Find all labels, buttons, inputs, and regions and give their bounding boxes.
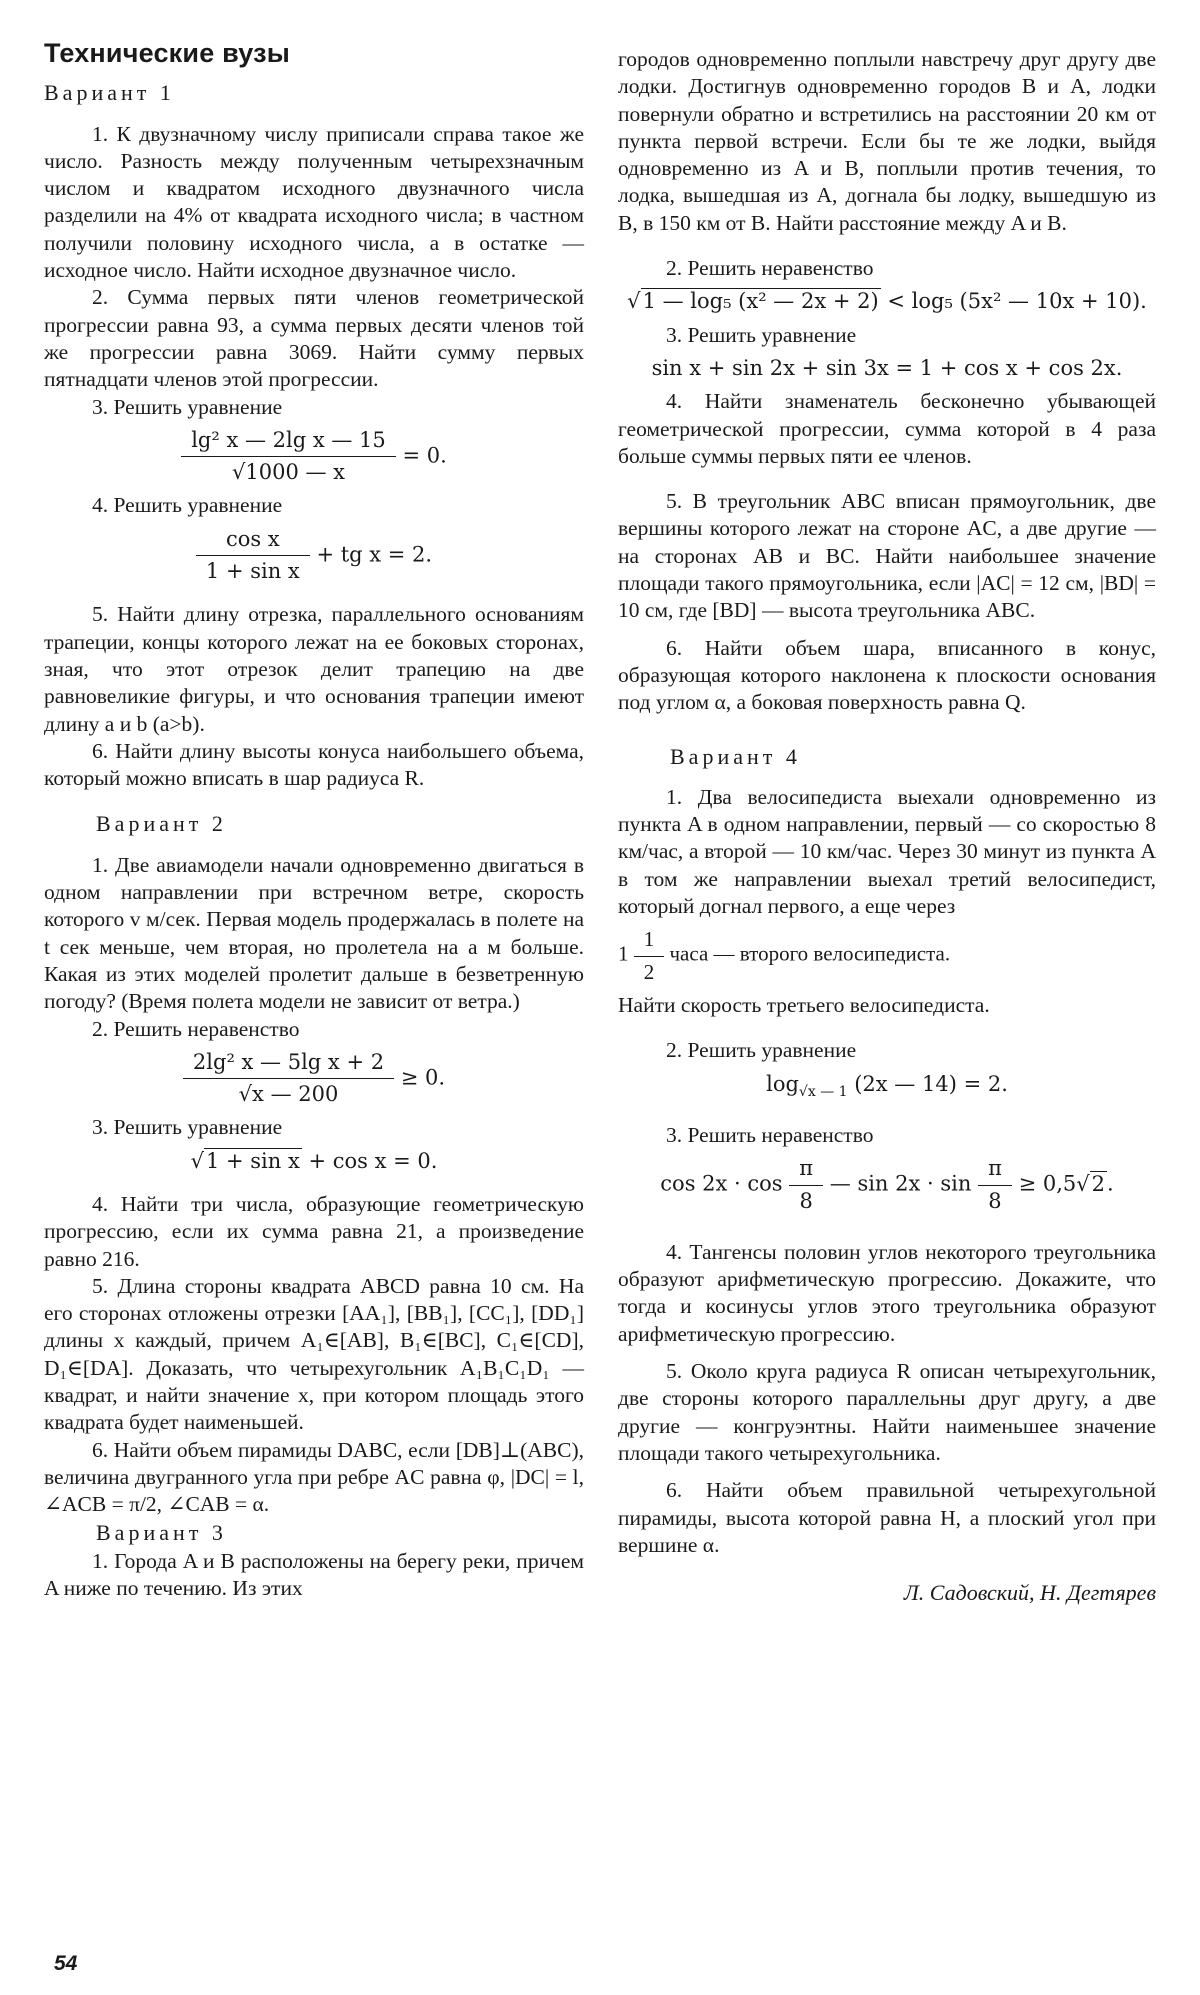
v1-f4-numerator: cos x <box>196 526 310 556</box>
v2-f2-denominator: √x — 200 <box>238 1082 339 1107</box>
v2-f2-numerator: 2lg² x — 5lg x + 2 <box>183 1049 394 1079</box>
v4-p1-fraction <box>634 926 665 986</box>
v1-f4-denominator: 1 + sin x <box>205 559 300 584</box>
variant-1-title: Вариант 1 <box>44 80 175 106</box>
v3-formula-2 <box>618 288 1156 315</box>
v1-problem-5: 5. Найти длину отрезка, параллельного основаниям трапеции, концы которого лежат на ее боковых сторонах, зная, что этот отрезок делит трапецию на две равновеликие фигуры, и что основания трапеции имеют длину a и b (a>b). <box>44 602 584 736</box>
v4-f3-part-c: ≥ 0,5 <box>1018 1171 1077 1196</box>
v4-f3-part-b: — sin 2x · sin <box>829 1171 972 1196</box>
page-number: 54 <box>54 1952 78 1975</box>
v4-f3-radicand: 2 <box>1091 1171 1106 1196</box>
v4-problem-3: 3. Решить неравенство <box>666 1122 874 1147</box>
authors-signature: Л. Садовский, Н. Дегтярев <box>903 1580 1156 1606</box>
v4-f2-base: √x — 1 <box>798 1083 848 1100</box>
v1-f3-fraction <box>181 427 396 487</box>
v2-f2-fraction <box>183 1049 394 1109</box>
v4-formula-2 <box>618 1071 1156 1106</box>
variant-3-title: Вариант 3 <box>96 1519 227 1545</box>
v4-problem-1-mixed-fraction-line <box>618 926 1156 986</box>
v3-f2-rest: < log₅ (5x² — 10x + 10). <box>887 289 1147 314</box>
v3-formula-3: sin x + sin 2x + sin 3x = 1 + cos x + cos 2x. <box>651 355 1123 380</box>
v2-problem-1: 1. Две авиамодели начали одновременно двигаться в одном направлении при встречном ветре, скорость которого v м/сек. Первая модель продержалась в полете на t сек меньше, чем вторая, но пролетела на a м больше. Какая из этих моделей пролетит дальше в безветренную погоду? (Время полета модели не зависит от ветра.) <box>44 852 584 1014</box>
v1-problem-4: 4. Решить уравнение <box>92 493 283 518</box>
v4-f2-log: log <box>766 1071 799 1096</box>
right-column <box>618 46 1156 1606</box>
v1-problem-3: 3. Решить уравнение <box>92 394 283 419</box>
v4-f3-frac-2-num: π <box>978 1155 1012 1185</box>
v1-f3-radicand: 1000 — x <box>245 460 346 485</box>
v1-f3-rhs: = 0. <box>402 443 447 468</box>
v4-problem-1-end: Найти скорость третьего велосипедиста. <box>618 992 990 1017</box>
v4-f3-frac-1 <box>789 1155 823 1215</box>
v2-problem-5: 5. Длина стороны квадрата ABCD равна 10 см. На его сторонах отложены отрезки [AA₁], [BB₁], [CC₁], [DD₁] длины x каждый, причем A₁∈[AB], B₁∈[BC], C₁∈[CD], D₁∈[DA]. Доказать, что четырехугольник A₁B₁C₁D₁ — квадрат, и найти значение x, при котором площадь этого квадрата будет наименьшей. <box>44 1273 584 1435</box>
v3-problem-3: 3. Решить уравнение <box>666 322 857 347</box>
v3-f2-radicand: 1 — log₅ (x² — 2x + 2) <box>642 289 879 314</box>
v4-problem-4: 4. Тангенсы половин углов некоторого треугольника образуют арифметическую прогрессию. Докажите, что тогда и косинусы углов этого треугольника образуют арифметическую прогрессию. <box>618 1239 1156 1346</box>
v4-f3-end: . <box>1107 1171 1114 1196</box>
variant-2-title: Вариант 2 <box>96 811 227 837</box>
v4-problem-5: 5. Около круга радиуса R описан четырехугольник, две стороны которого параллельны друг другу, а две другие — конгруэнтны. Найти наименьшее значение площади такого четырехугольника. <box>618 1359 1156 1465</box>
v3-problem-5: 5. В треугольник ABC вписан прямоугольник, две вершины которого лежат на стороне AC, а две другие — на сторонах AB и BC. Найти наибольшее значение площади такого прямоугольника, если |AC| = 12 см, |BD| = 10 см, где [BD] — высота треугольника ABC. <box>618 489 1156 623</box>
v4-problem-6: 6. Найти объем правильной четырехугольной пирамиды, высота которой равна H, а плоский угол при вершине α. <box>618 1478 1156 1557</box>
v2-formula-3 <box>44 1148 584 1175</box>
v1-problem-2: 2. Сумма первых пяти членов геометрической прогрессии равна 93, а сумма первых десяти членов той же прогрессии равна 3069. Найти сумму первых пятнадцати членов этой прогрессии. <box>44 285 584 392</box>
left-column <box>44 40 584 1602</box>
v2-f3-radicand: 1 + sin x <box>205 1148 300 1173</box>
v2-problem-6: 6. Найти объем пирамиды DABC, если [DB]⊥(ABC), величина двугранного угла при ребре AC равна φ, |DC| = l, ∠ACB = π/2, ∠CAB = α. <box>44 1437 584 1517</box>
v3-f2-sqrt: √1 — log₅ (x² — 2x + 2) <box>627 289 879 314</box>
v4-f2-rest: (2x — 14) = 2. <box>854 1071 1008 1096</box>
v2-f2-radicand: x — 200 <box>252 1082 339 1107</box>
v3-problem-1-continued: городов одновременно поплыли навстречу друг другу две лодки. Достигнув одновременно городов B и A, лодки повернули обратно и встретились на расстоянии 20 км от пункта первой встречи. Если бы те же лодки, выйдя одновременно из A и B, поплыли против течения, то лодка, вышедшая из A, догнала бы лодку, вышедшую из B, в 150 км от B. Найти расстояние между A и B. <box>618 47 1156 235</box>
v3-problem-2: 2. Решить неравенство <box>666 256 874 281</box>
v4-problem-1: 1. Два велосипедиста выехали одновременно из пункта A в одном направлении, первый — со скоростью 8 км/час, а второй — 10 км/час. Через 30 минут из пункта A в том же направлении выехал третий велосипедист, который догнал первого, а еще через <box>618 784 1156 919</box>
v4-f3-frac-2-den: 8 <box>988 1188 1002 1213</box>
v1-f4-fraction <box>196 526 310 586</box>
v2-f2-rhs: ≥ 0. <box>400 1065 446 1090</box>
v3-problem-4: 4. Найти знаменатель бесконечно убывающей геометрической прогрессии, сумма которой в 4 раза больше суммы первых пяти ее членов. <box>618 389 1156 468</box>
v4-f3-sqrt: √2 <box>1076 1171 1106 1196</box>
section-title: Технические вузы <box>44 38 290 68</box>
v3-problem-6: 6. Найти объем шара, вписанного в конус, образующая которого наклонена к плоскости основания под углом α, а боковая поверхность равна Q. <box>618 635 1156 715</box>
v2-problem-3: 3. Решить уравнение <box>92 1115 283 1140</box>
v2-problem-2: 2. Решить неравенство <box>92 1016 300 1041</box>
v1-f3-numerator: lg² x — 2lg x — 15 <box>181 427 396 457</box>
v2-problem-4: 4. Найти три числа, образующие геометрическую прогрессию, если их сумма равна 21, а произведение равно 216. <box>44 1191 584 1271</box>
v4-formula-3 <box>618 1155 1156 1215</box>
v2-f3-rest: + cos x = 0. <box>308 1148 438 1173</box>
v2-formula-2 <box>44 1049 584 1109</box>
v4-p1-after-fraction: часа — второго велосипедиста. <box>669 941 951 966</box>
v1-formula-4 <box>44 526 584 586</box>
v4-f3-part-a: cos 2x · cos <box>660 1171 783 1196</box>
v1-f3-denominator: √1000 — x <box>231 460 346 485</box>
v3-problem-1-start: 1. Города A и B расположены на берегу реки, причем A ниже по течению. Из этих <box>44 1548 584 1601</box>
v4-p1-fraction-num: 1 <box>634 926 665 956</box>
v1-problem-6: 6. Найти длину высоты конуса наибольшего объема, который можно вписать в шар радиуса R. <box>44 738 584 791</box>
v4-f3-frac-2 <box>978 1155 1012 1215</box>
v1-f4-rhs: + tg x = 2. <box>316 542 433 567</box>
v1-problem-1: 1. К двузначному числу приписали справа такое же число. Разность между полученным четырехзначным числом и квадратом исходного двузначного числа разделили на 4% от квадрата исходного числа; в частном получили половину исходного числа, а в остатке — исходное число. Найти исходное двузначное число. <box>44 121 584 283</box>
v4-p1-whole: 1 <box>618 941 629 966</box>
v4-problem-2: 2. Решить уравнение <box>666 1038 857 1063</box>
v4-f3-frac-1-den: 8 <box>799 1188 813 1213</box>
v4-p1-fraction-den: 2 <box>643 959 655 984</box>
v1-formula-3 <box>44 427 584 487</box>
v2-f3-sqrt: √1 + sin x <box>190 1148 300 1173</box>
v4-f3-frac-1-num: π <box>789 1155 823 1185</box>
variant-4-title: Вариант 4 <box>670 743 801 769</box>
